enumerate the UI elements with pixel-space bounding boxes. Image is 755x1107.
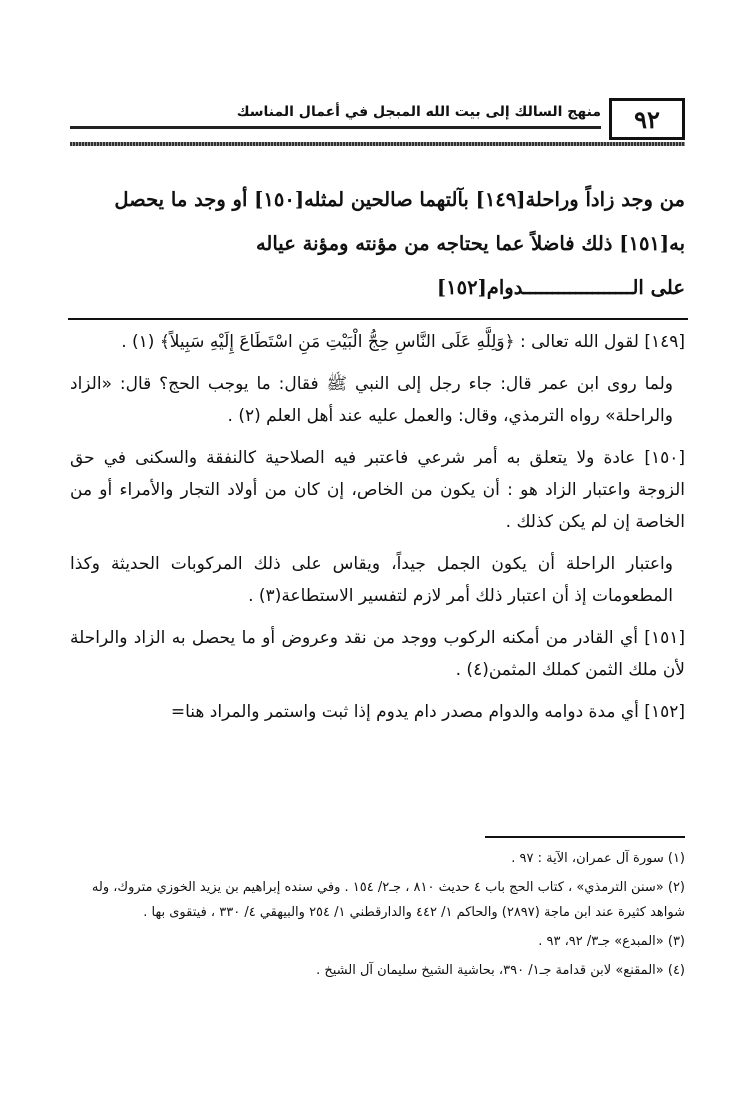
main-line: على الـــــــــــــــــــدوام[١٥٢] <box>436 276 685 299</box>
footnote: (٤) «المقنع» لابن قدامة جـ١/ ٣٩٠، بحاشية الشيخ سليمان آل الشيخ . <box>316 963 685 978</box>
page-number: ٩٢ <box>609 98 685 140</box>
commentary-paragraph: [١٤٩] لقول الله تعالى : ﴿وَلِلَّهِ عَلَى النَّاسِ حِجُّ الْبَيْتِ مَنِ اسْتَطَاعَ إِلَيْهِ سَبِيلاً﴾ (١) . <box>121 332 685 352</box>
commentary-paragraph: [١٥٢] أي مدة دوامه والدوام مصدر دام يدوم إذا ثبت واستمر والمراد هنا= <box>170 702 685 722</box>
text-divider <box>68 318 688 320</box>
footnote: (٣) «المبدع» جـ٣/ ٩٢، ٩٣ . <box>538 934 685 949</box>
page-header <box>70 98 685 144</box>
footnote-rule <box>485 836 685 838</box>
main-line: به[١٥١] ذلك فاضلاً عما يحتاجه من مؤنته ومؤنة عياله <box>255 232 685 255</box>
header-rule <box>70 126 601 129</box>
commentary-paragraph: واعتبار الراحلة أن يكون الجمل جيداً، ويقاس على ذلك المركوبات الحديثة وكذا المطعومات إذ أن اعتبار ذلك أمر لازم لتفسير الاستطاعة(٣) . <box>70 554 673 606</box>
commentary-paragraph: [١٥٠] عادة ولا يتعلق به أمر شرعي فاعتبر فيه الصلاحية كالنفقة والسكنى في حق الزوجة واعتبار الزاد هو : أن يكون من الخاص، إن كان من أولاد التجار والأمراء أو من الخاصة إن لم يكن كذلك . <box>70 448 685 532</box>
footnotes <box>70 846 685 987</box>
footnote: (١) سورة آل عمران، الآية : ٩٧ . <box>511 851 685 866</box>
footnote: (٢) «سنن الترمذي» ، كتاب الحج باب ٤ حديث ٨١٠ ، جـ٢/ ١٥٤ . وفي سنده إبراهيم بن يزيد الخوزي متروك، وله شواهد كثيرة عند ابن ماجة (٢٨٩٧) والحاكم ١/ ٤٤٢ والدارقطني ١/ ٢٥٤ والبيهقي ٤/ ٣٣٠ ، فيتقوى بها . <box>91 880 685 920</box>
running-title: منهج السالك إلى بيت الله المبجل في أعمال المناسك <box>236 104 601 120</box>
main-line: من وجد زاداً وراحلة[١٤٩] بآلتهما صالحين لمثله[١٥٠] أو وجد ما يحصل <box>114 188 685 211</box>
main-text <box>70 178 685 310</box>
commentary <box>70 326 685 738</box>
commentary-paragraph: ولما روى ابن عمر قال: جاء رجل إلى النبي ﷺ فقال: ما يوجب الحج؟ قال: «الزاد والراحلة» رواه الترمذي، وقال: والعمل عليه عند أهل العلم (٢) . <box>70 374 673 426</box>
header-double-rule <box>70 142 685 146</box>
commentary-paragraph: [١٥١] أي القادر من أمكنه الركوب ووجد من نقد وعروض أو ما يحصل به الزاد والراحلة لأن ملك الثمن كملك المثمن(٤) . <box>70 628 685 680</box>
